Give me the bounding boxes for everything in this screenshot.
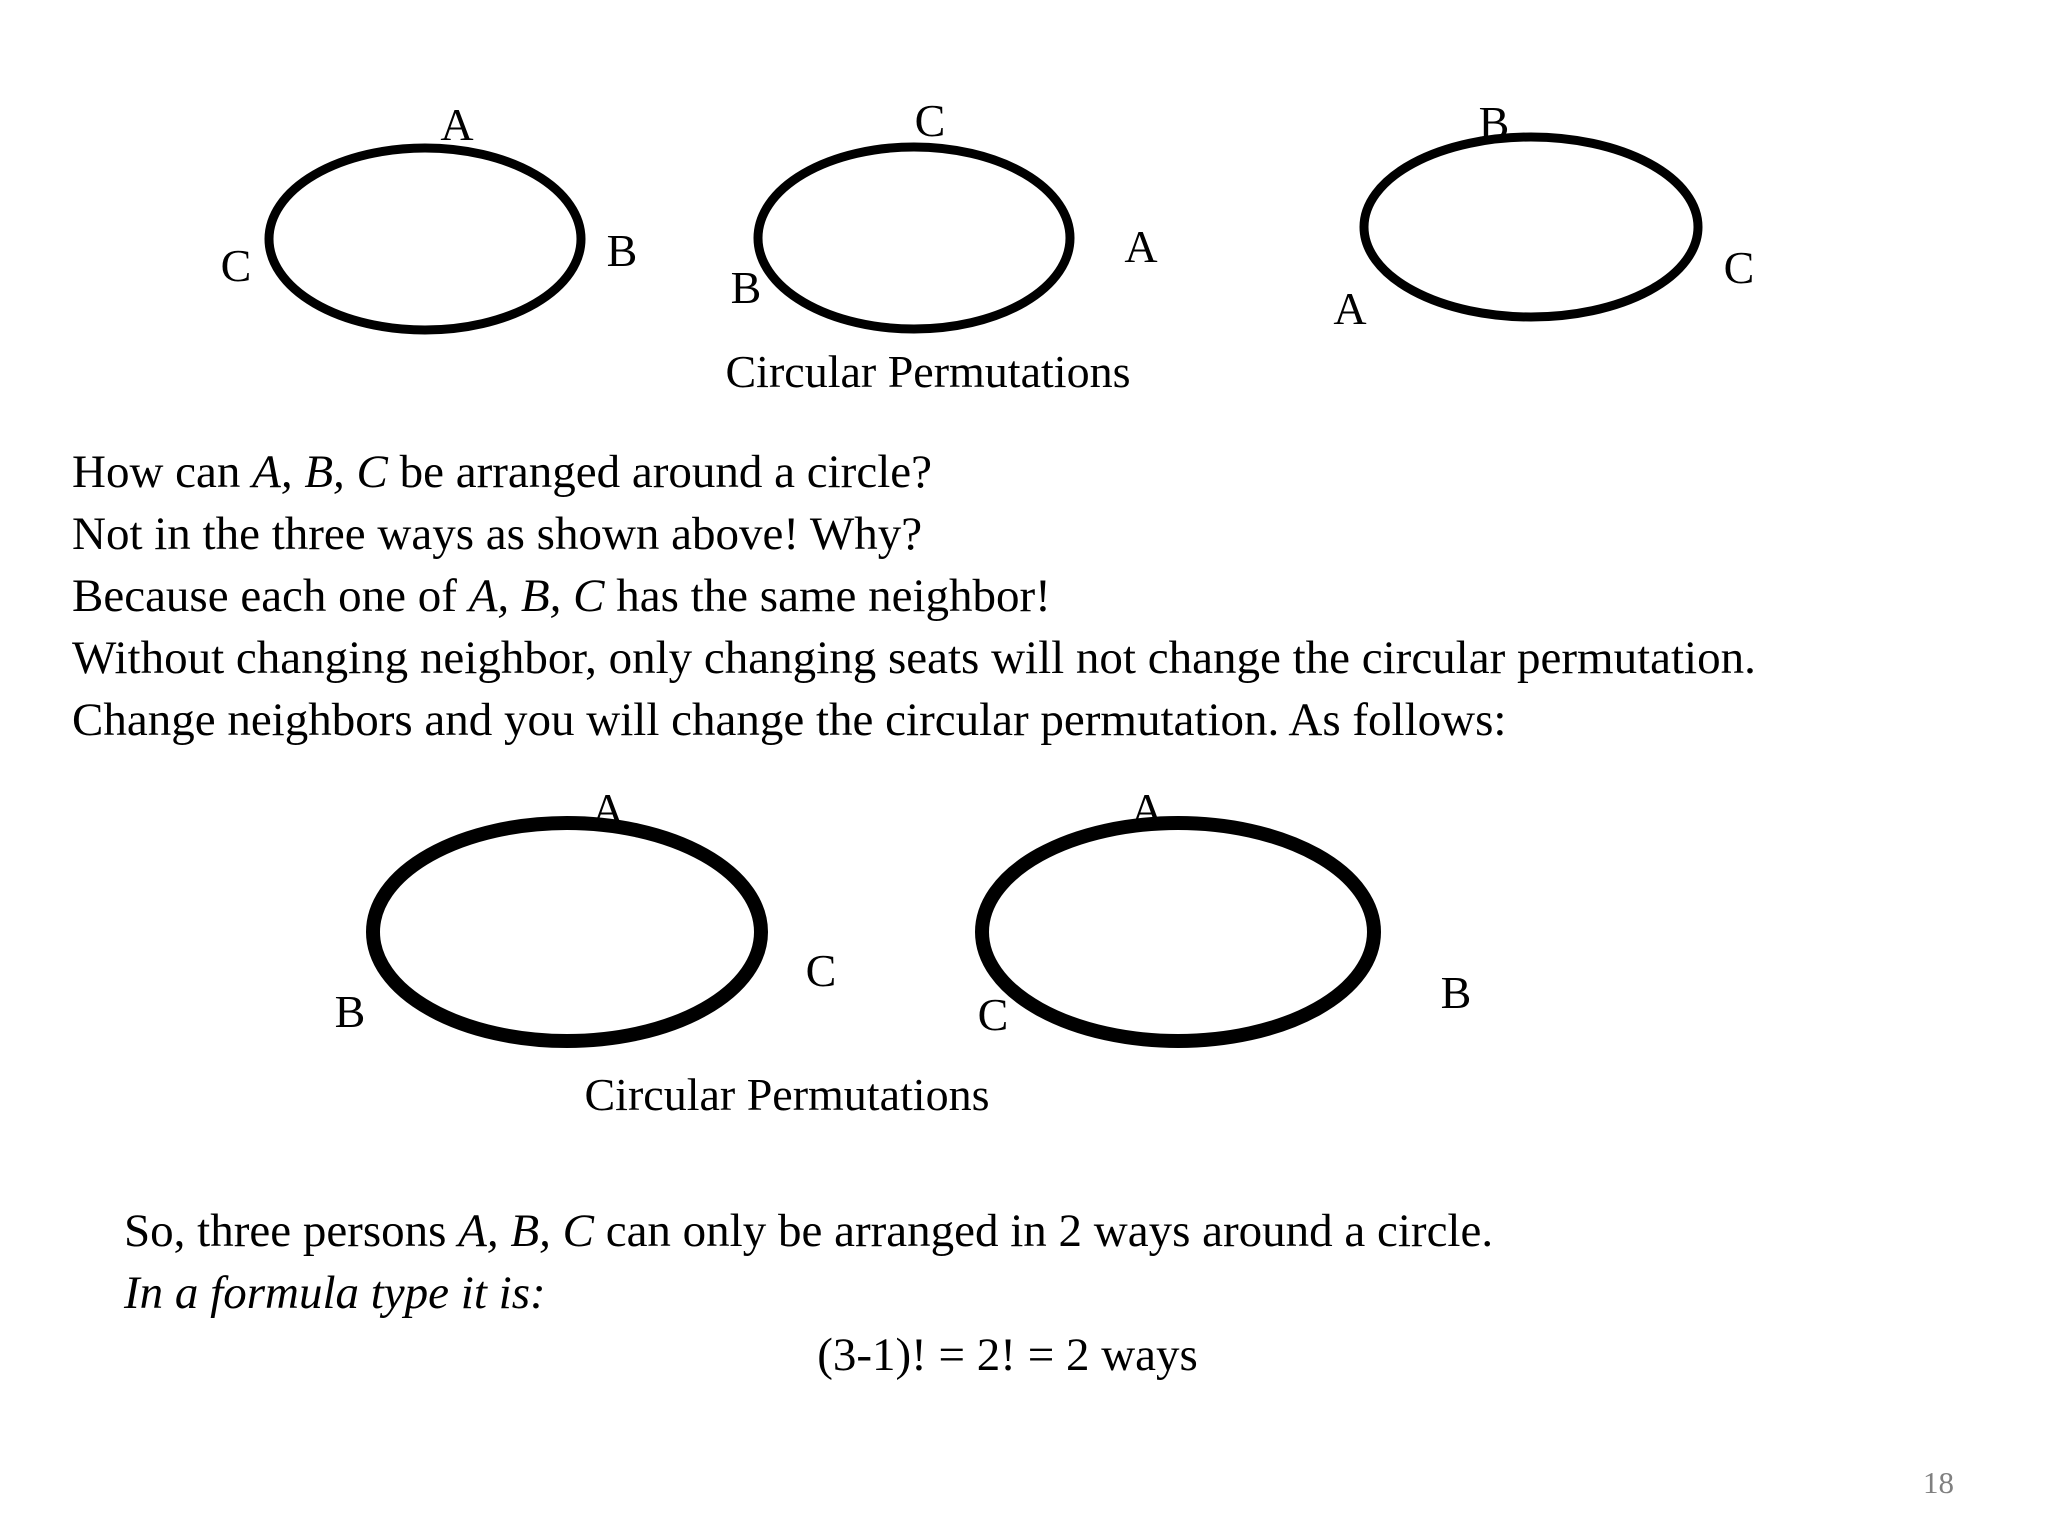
seat-label-top: A (1130, 784, 1164, 835)
seat-label-left: A (1333, 283, 1367, 334)
seat-label-right: B (606, 225, 638, 276)
line-text: be arranged around a circle? (387, 446, 932, 498)
summary-line-2 (124, 1262, 1493, 1324)
line-text: can only be arranged in 2 ways around a circle. (593, 1205, 1494, 1257)
bottom-circle-2 (978, 784, 1472, 1041)
seat-label-right: A (1124, 221, 1158, 272)
seat-label-left: C (220, 240, 252, 291)
seat-label-top: B (1478, 97, 1510, 148)
seat-label-right: B (1440, 967, 1472, 1018)
bottom-circle-1 (335, 784, 837, 1041)
seat-label-top: A (440, 99, 474, 150)
seat-label-left: B (730, 262, 762, 313)
seat-label-right: C (805, 945, 837, 996)
seat-label-left: B (334, 986, 366, 1037)
person-names: A, B, C (252, 446, 388, 498)
person-names: A, B, C (458, 1205, 594, 1257)
summary-block (124, 1200, 1493, 1324)
circle-shape (373, 823, 761, 1041)
formula: (3-1)! = 2! = 2 ways (817, 1329, 1198, 1381)
circle-shape (982, 823, 1374, 1041)
seat-label-top: C (914, 95, 946, 146)
line-text: has the same neighbor! (604, 570, 1051, 622)
formula-intro: In a formula type it is: (124, 1267, 546, 1319)
person-names: A, B, C (468, 570, 605, 622)
bottom-figure-caption: Circular Permutations (584, 1069, 990, 1120)
paragraph-line-5: Change neighbors and you will change the circular permutation. As follows: (72, 694, 1507, 746)
seat-label-left: C (977, 989, 1009, 1040)
paragraph-line-2: Not in the three ways as shown above! Why? (72, 508, 923, 560)
line-text: So, three persons (124, 1205, 459, 1257)
paragraph-line-4: Without changing neighbor, only changing seats will not change the circular permutation. (72, 632, 1756, 684)
seat-label-top: A (591, 784, 625, 835)
summary-line-1 (124, 1200, 1493, 1262)
line-text: How can (72, 446, 253, 498)
line-text: Because each one of (72, 570, 469, 622)
top-figure-caption: Circular Permutations (725, 346, 1131, 397)
seat-label-right: C (1723, 242, 1755, 293)
page-number: 18 (1923, 1465, 1954, 1500)
